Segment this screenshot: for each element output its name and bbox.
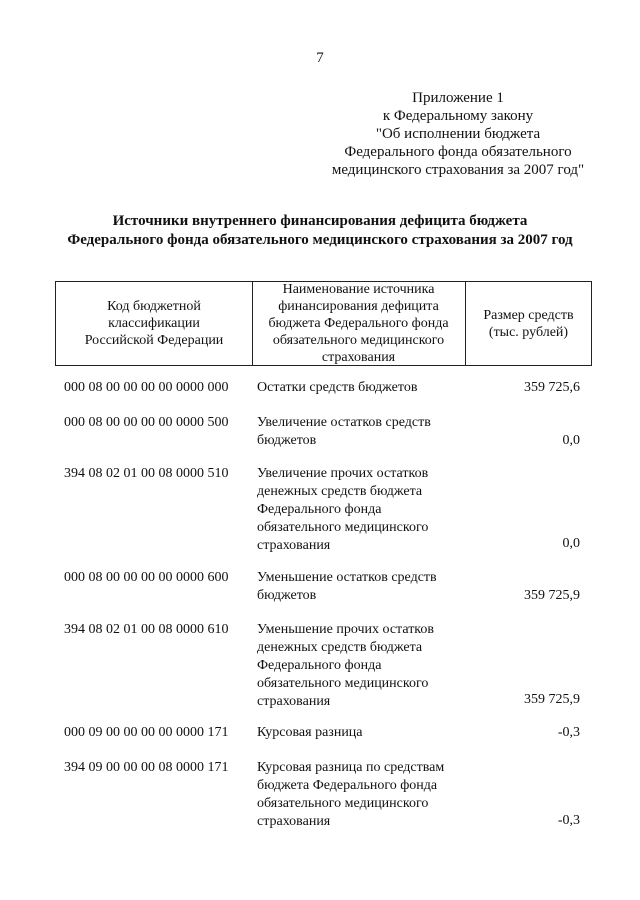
row-name: Курсовая разница по средствам бюджета Федерального фонда обязательного медицинского страхования	[257, 760, 445, 829]
row-name: Уменьшение прочих остатков денежных средств бюджета Федерального фонда обязательного медицинского страхования	[257, 622, 435, 709]
row-amount: 0,0	[562, 433, 580, 448]
row-code: 394 08 02 01 00 08 0000 610	[64, 622, 229, 637]
row-amount: -0,3	[557, 813, 580, 828]
row-code: 394 08 02 01 00 08 0000 510	[64, 466, 229, 481]
appendix-line: Приложение 1	[412, 90, 504, 106]
row-name: Увеличение прочих остатков денежных средств бюджета Федерального фонда обязательного медицинского страхования	[257, 466, 429, 553]
document-title	[0, 212, 640, 250]
row-code: 000 08 00 00 00 00 0000 000	[64, 380, 229, 395]
header-name-label: Наименование источника финансирования дефицита бюджета Федерального фонда обязательного медицинского страхования	[268, 282, 449, 365]
row-amount: 359 725,6	[524, 380, 580, 395]
header-code-cell	[55, 282, 253, 365]
appendix-line: "Об исполнении бюджета	[375, 126, 541, 142]
header-code-label: Код бюджетной классификации Российской Федерации	[84, 299, 224, 348]
appendix-block	[318, 89, 598, 179]
header-amount-label: Размер средств (тыс. рублей)	[483, 307, 574, 340]
row-amount: 359 725,9	[524, 588, 580, 603]
appendix-line: к Федеральному закону	[382, 108, 534, 124]
appendix-line: медицинского страхования за 2007 год"	[331, 162, 585, 178]
row-name: Уменьшение остатков средств бюджетов	[257, 570, 437, 603]
header-amount-cell	[466, 282, 592, 365]
row-code: 000 08 00 00 00 00 0000 600	[64, 570, 229, 585]
table-header	[55, 281, 592, 366]
document-title-line: Федерального фонда обязательного медицинского страхования за 2007 год	[67, 232, 573, 248]
header-name-cell	[252, 282, 466, 365]
row-amount: 0,0	[562, 536, 580, 551]
row-amount: -0,3	[557, 725, 580, 740]
row-name: Курсовая разница	[257, 725, 363, 740]
page-number: 7	[316, 50, 324, 66]
document-title-line: Источники внутреннего финансирования дефицита бюджета	[112, 213, 528, 229]
row-code: 000 09 00 00 00 00 0000 171	[64, 725, 229, 740]
row-amount: 359 725,9	[524, 692, 580, 707]
row-name: Остатки средств бюджетов	[257, 380, 418, 395]
appendix-line: Федерального фонда обязательного	[344, 144, 572, 160]
row-name: Увеличение остатков средств бюджетов	[257, 415, 431, 448]
row-code: 000 08 00 00 00 00 0000 500	[64, 415, 229, 430]
row-code: 394 09 00 00 00 08 0000 171	[64, 760, 229, 775]
